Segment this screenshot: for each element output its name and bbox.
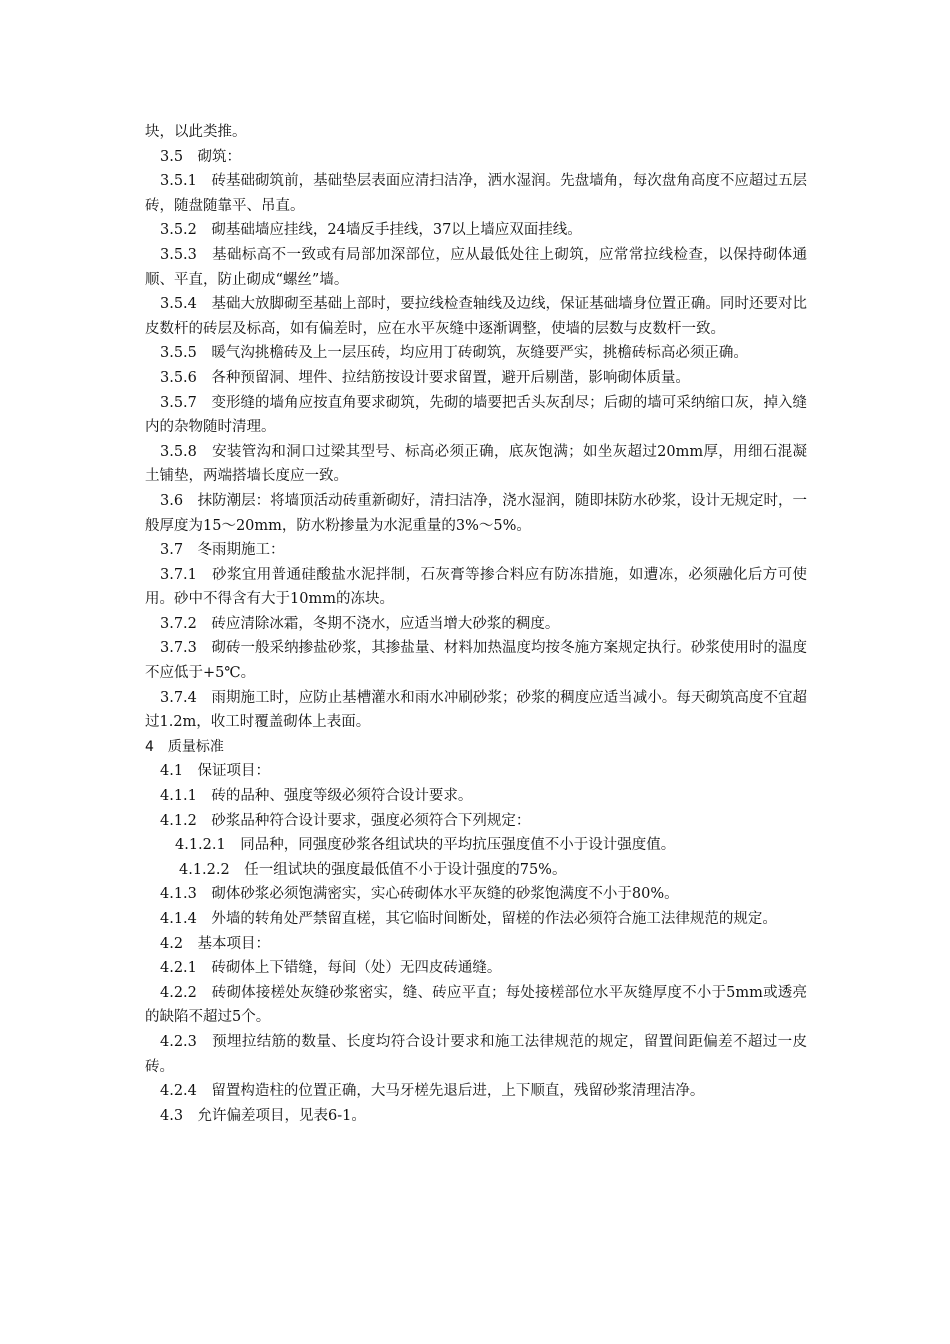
clause-3-5-3: 3.5.3 基础标高不一致或有局部加深部位，应从最低处往上砌筑，应常常拉线检查，以保持砌体通顺、平直，防止砌成“螺丝”墙。	[145, 246, 807, 288]
clause-3-7-1: 3.7.1 砂浆宜用普通硅酸盐水泥拌制，石灰膏等掺合料应有防冻措施，如遭冻，必须融化后方可使用。砂中不得含有大于10mm的冻块。	[145, 566, 807, 608]
clause-4-2-2: 4.2.2 砖砌体接槎处灰缝砂浆密实，缝、砖应平直；每处接槎部位水平灰缝厚度不小于5mm或透亮的缺陷不超过5个。	[145, 984, 807, 1026]
clause-4-2-1: 4.2.1 砖砌体上下错缝，每间（处）无四皮砖通缝。	[160, 960, 502, 977]
section-4-1: 4.1 保证项目：	[160, 763, 271, 780]
clause-3-5-4: 3.5.4 基础大放脚砌至基础上部时，要拉线检查轴线及边线，保证基础墙身位置正确。同时还要对比皮数杆的砖层及标高，如有偏差时，应在水平灰缝中逐渐调整，使墙的层数与皮数杆一致。	[145, 296, 807, 337]
clause-3-5-1: 3.5.1 砖基础砌筑前，基础垫层表面应清扫洁净，洒水湿润。先盘墙角，每次盘角高度不应超过五层砖，随盘随靠平、吊直。	[145, 173, 807, 214]
clause-3-5-5: 3.5.5 暖气沟挑檐砖及上一层压砖，均应用丁砖砌筑，灰缝要严实，挑檐砖标高必须正确。	[160, 345, 748, 362]
clause-4-1-2: 4.1.2 砂浆品种符合设计要求，强度必须符合下列规定：	[160, 812, 531, 829]
clause-3-5-2: 3.5.2 砌基础墙应挂线，24墙反手挂线，37以上墙应双面挂线。	[160, 222, 582, 239]
clause-4-1-2-1: 4.1.2.1 同品种，同强度砂浆各组试块的平均抗压强度值不小于设计强度值。	[175, 837, 676, 854]
clause-3-7-4: 3.7.4 雨期施工时，应防止基槽灌水和雨水冲刷砂浆；砂浆的稠度应适当减小。每天砌筑高度不宜超过1.2m，收工时覆盖砌体上表面。	[145, 689, 807, 731]
clause-3-5-7: 3.5.7 变形缝的墙角应按直角要求砌筑，先砌的墙要把舌头灰刮尽；后砌的墙可采纳缩口灰，掉入缝内的杂物随时清理。	[145, 394, 807, 436]
clause-4-1-3: 4.1.3 砌体砂浆必须饱满密实，实心砖砌体水平灰缝的砂浆饱满度不小于80%。	[160, 886, 679, 903]
clause-3-5-8: 3.5.8 安装管沟和洞口过梁其型号、标高必须正确，底灰饱满；如坐灰超过20mm厚，用细石混凝土铺垫，两端搭墙长度应一致。	[145, 443, 807, 485]
clause-4-1-1: 4.1.1 砖的品种、强度等级必须符合设计要求。	[160, 788, 473, 805]
chapter-4-heading: 4 质量标准	[145, 738, 224, 755]
section-4-2: 4.2 基本项目：	[160, 935, 271, 952]
clause-4-1-2-2: 4.1.2.2 任一组试块的强度最低值不小于设计强度的75%。	[179, 861, 567, 878]
section-4-3: 4.3 允许偏差项目，见表6-1。	[160, 1107, 366, 1124]
clause-3-5-6: 3.5.6 各种预留洞、埋件、拉结筋按设计要求留置，避开后剔凿，影响砌体质量。	[160, 369, 690, 386]
section-3-5: 3.5 砌筑：	[160, 148, 242, 165]
clause-3-7-2: 3.7.2 砖应清除冰霜，冬期不浇水，应适当增大砂浆的稠度。	[160, 615, 560, 632]
clause-4-2-3: 4.2.3 预埋拉结筋的数量、长度均符合设计要求和施工法律规范的规定，留置间距偏差不超过一皮砖。	[145, 1033, 807, 1075]
clause-3-7-3: 3.7.3 砌砖一般采纳掺盐砂浆，其掺盐量、材料加热温度均按冬施方案规定执行。砂浆使用时的温度不应低于+5℃。	[145, 640, 807, 682]
clause-4-2-4: 4.2.4 留置构造柱的位置正确，大马牙槎先退后进，上下顺直，残留砂浆清理洁净。	[160, 1083, 705, 1100]
clause-4-1-4: 4.1.4 外墙的转角处严禁留直槎，其它临时间断处，留槎的作法必须符合施工法律规范的规定。	[160, 911, 777, 927]
paragraph-continuation: 块，以此类推。	[145, 124, 247, 140]
document-page	[145, 120, 807, 1128]
section-3-7: 3.7 冬雨期施工：	[160, 542, 285, 559]
section-3-6: 3.6 抹防潮层：将墙顶活动砖重新砌好，清扫洁净，浇水湿润，随即抹防水砂浆，设计无规定时，一般厚度为15～20mm，防水粉掺量为水泥重量的3%～5%。	[145, 492, 807, 534]
